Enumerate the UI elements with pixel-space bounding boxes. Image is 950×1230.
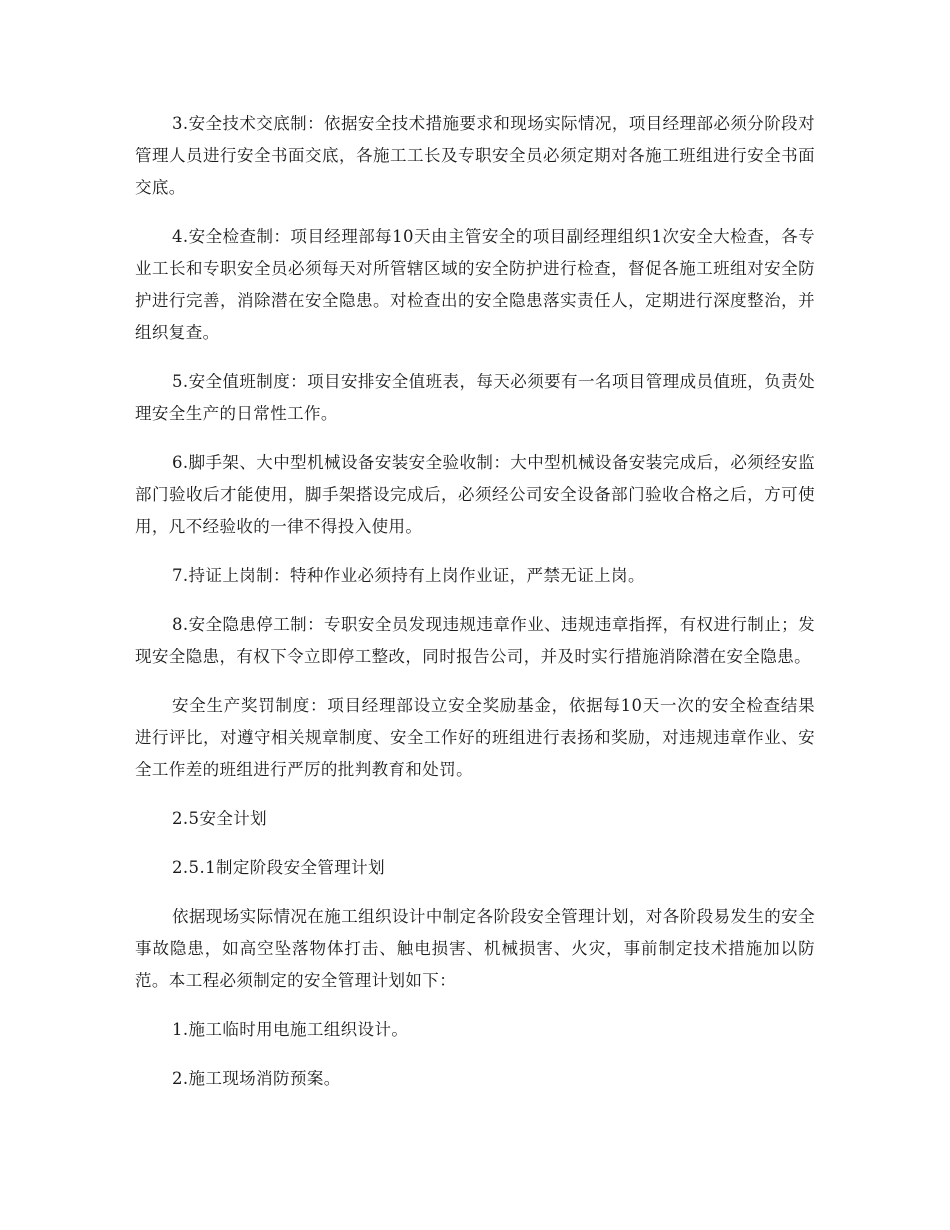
document-body [135, 108, 815, 1112]
paragraph-safety-inspection: 4.安全检查制：项目经理部每10天由主管安全的项目副经理组织1次安全大检查，各专业工长和专职安全员必须每天对所管辖区域的安全防护进行检查，督促各施工班组对安全防护进行完善，消除潜在安全隐患。对检查出的安全隐患落实责任人，定期进行深度整治，并组织复查。 [135, 227, 815, 342]
paragraph-safety-briefing: 3.安全技术交底制：依据安全技术措施要求和现场实际情况，项目经理部必须分阶段对管理人员进行安全书面交底，各施工工长及专职安全员必须定期对各施工班组进行安全书面交底。 [135, 114, 815, 197]
paragraph-hazard-stop-work: 8.安全隐患停工制：专职安全员发现违规违章作业、违规违章指挥，有权进行制止；发现安全隐患，有权下令立即停工整改，同时报告公司，并及时实行措施消除潜在安全隐患。 [135, 615, 815, 666]
paragraph-reward-penalty: 安全生产奖罚制度：项目经理部设立安全奖励基金，依据每10天一次的安全检查结果进行评比，对遵守相关规章制度、安全工作好的班组进行表扬和奖励，对违规违章作业、安全工作差的班组进行严厉的批判教育和处罚。 [135, 696, 815, 779]
subsection-heading-stage-plan: 2.5.1制定阶段安全管理计划 [172, 858, 385, 877]
paragraph-stage-plan-intro: 依据现场实际情况在施工组织设计中制定各阶段安全管理计划，对各阶段易发生的安全事故隐患，如高空坠落物体打击、触电损害、机械损害、火灾，事前制定技术措施加以防范。本工程必须制定的安全管理计划如下： [135, 907, 815, 990]
paragraph-safety-duty: 5.安全值班制度：项目安排安全值班表，每天必须要有一名项目管理成员值班，负责处理安全生产的日常性工作。 [135, 372, 815, 423]
paragraph-certified-work: 7.持证上岗制：特种作业必须持有上岗作业证，严禁无证上岗。 [172, 566, 645, 585]
list-item-temporary-power: 1.施工临时用电施工组织设计。 [172, 1020, 409, 1039]
section-heading-safety-plan: 2.5安全计划 [172, 809, 268, 828]
list-item-fire-plan: 2.施工现场消防预案。 [172, 1069, 341, 1088]
paragraph-equipment-acceptance: 6.脚手架、大中型机械设备安装安全验收制：大中型机械设备安装完成后，必须经安监部门验收后才能使用，脚手架搭设完成后，必须经公司安全设备部门验收合格之后，方可使用，凡不经验收的一律不得投入使用。 [135, 453, 815, 536]
